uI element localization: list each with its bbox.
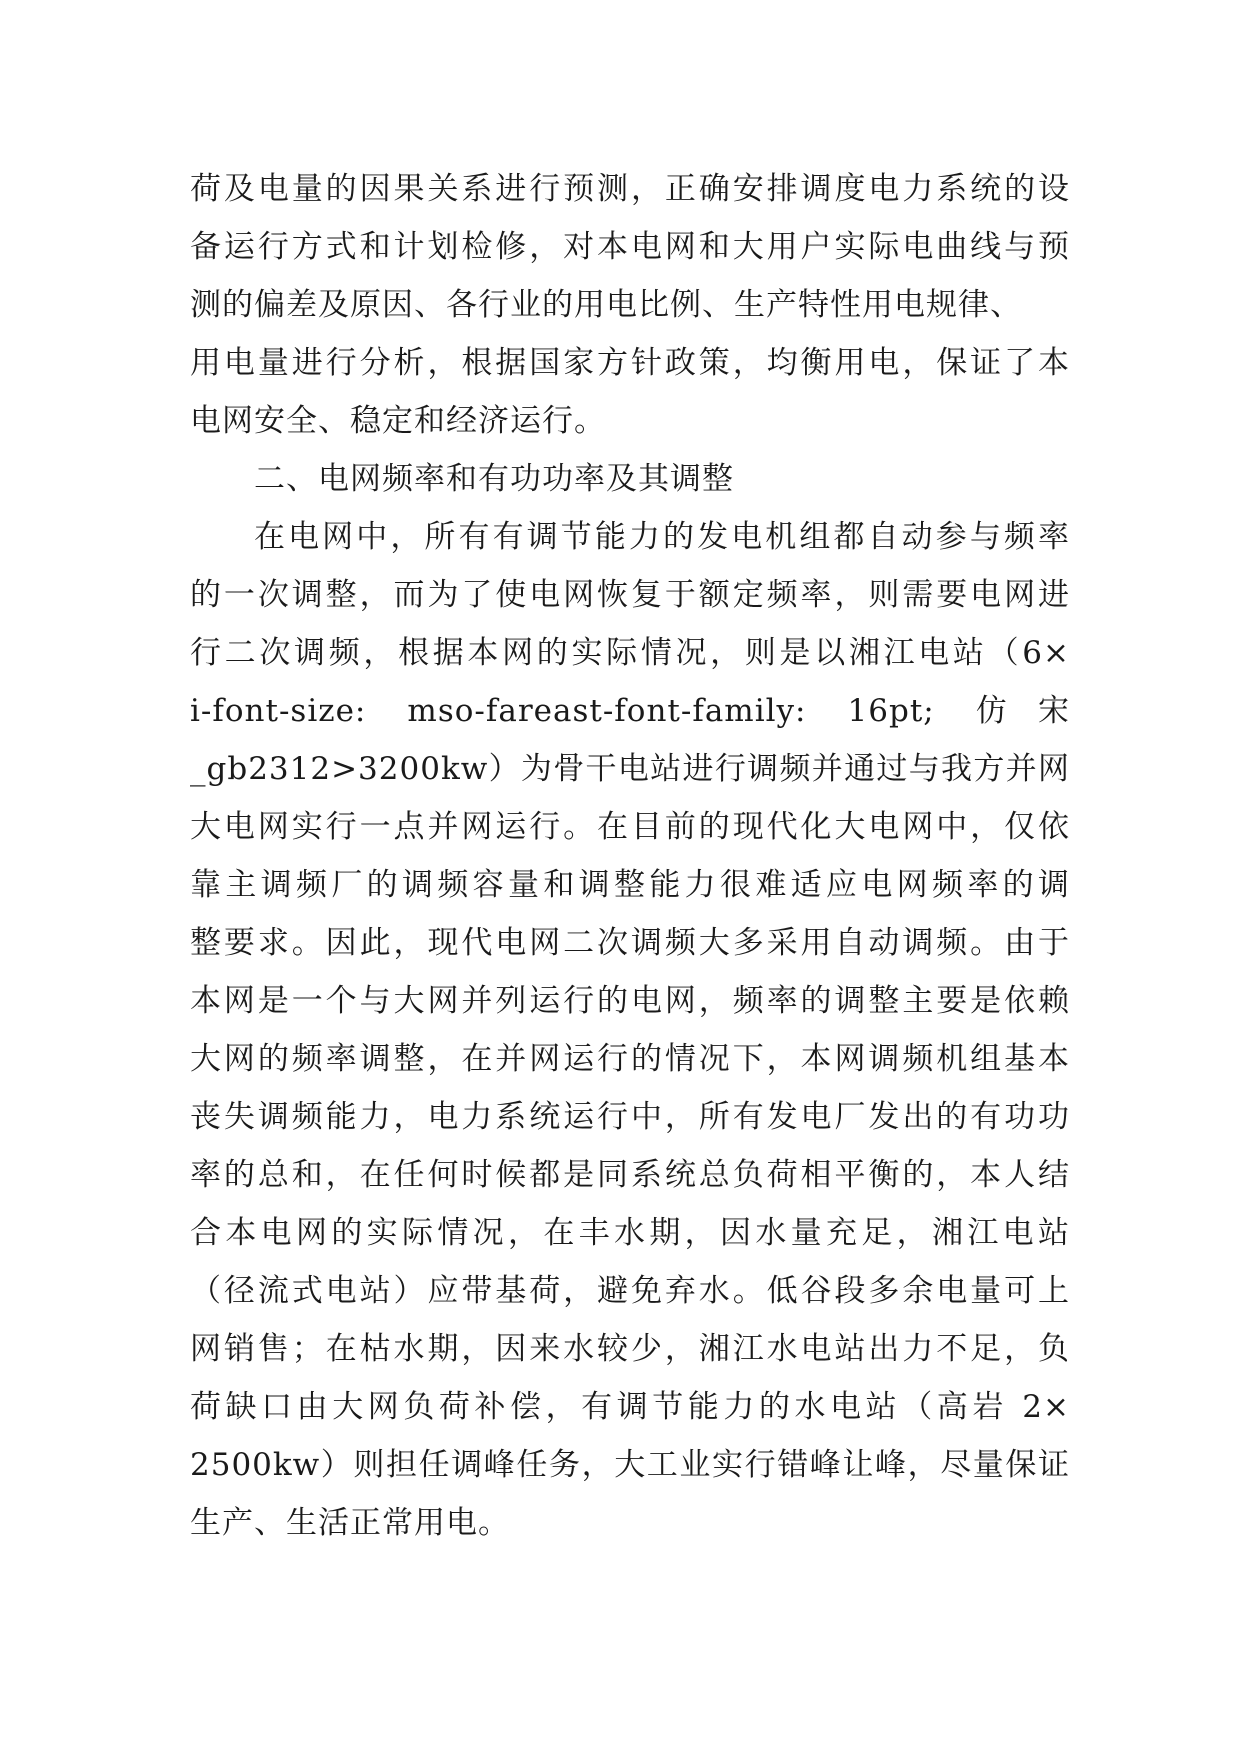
text-line: 行二次调频，根据本网的实际情况，则是以湘江电站（6× — [190, 635, 1070, 671]
text-line: 电网安全、稳定和经济运行。 — [190, 403, 606, 439]
text-line: 用电量进行分析，根据国家方针政策，均衡用电，保证了本 — [190, 345, 1070, 381]
text-line: 生产、生活正常用电。 — [190, 1505, 510, 1541]
text-line: 合本电网的实际情况，在丰水期，因水量充足，湘江电站 — [190, 1215, 1070, 1251]
text-line: 测的偏差及原因、各行业的用电比例、生产特性用电规律、 — [190, 287, 1022, 323]
text-line: （径流式电站）应带基荷，避免弃水。低谷段多余电量可上 — [190, 1273, 1070, 1309]
text-line: 的一次调整，而为了使电网恢复于额定频率，则需要电网进 — [190, 577, 1070, 613]
text-line: 率的总和，在任何时候都是同系统总负荷相平衡的，本人结 — [190, 1157, 1070, 1193]
text-line: 荷缺口由大网负荷补偿，有调节能力的水电站（高岩 2× — [190, 1389, 1070, 1425]
text-line: _gb2312>3200kw）为骨干电站进行调频并通过与我方并网 — [190, 751, 1070, 787]
body-text — [190, 160, 1070, 1552]
text-line: 丧失调频能力，电力系统运行中，所有发电厂发出的有功功 — [190, 1099, 1070, 1135]
text-line: 整要求。因此，现代电网二次调频大多采用自动调频。由于 — [190, 925, 1070, 961]
text-line: 大电网实行一点并网运行。在目前的现代化大电网中，仅依 — [190, 809, 1070, 845]
text-line: 荷及电量的因果关系进行预测，正确安排调度电力系统的设 — [190, 171, 1070, 207]
text-line: 本网是一个与大网并列运行的电网，频率的调整主要是依赖 — [190, 983, 1070, 1019]
text-line: 2500kw）则担任调峰任务，大工业实行错峰让峰，尽量保证 — [190, 1447, 1070, 1483]
text-line: 在电网中，所有有调节能力的发电机组都自动参与频率 — [254, 519, 1070, 555]
text-line: 备运行方式和计划检修，对本电网和大用户实际电曲线与预 — [190, 229, 1070, 265]
text-line: 大网的频率调整，在并网运行的情况下，本网调频机组基本 — [190, 1041, 1070, 1077]
section-heading: 二、电网频率和有功功率及其调整 — [254, 461, 734, 497]
text-line: 靠主调频厂的调频容量和调整能力很难适应电网频率的调 — [190, 867, 1070, 903]
text-line: 网销售；在枯水期，因来水较少，湘江水电站出力不足，负 — [190, 1331, 1070, 1367]
text-line: i-font-size: mso-fareast-font-family: 16pt; 仿宋 — [190, 693, 1070, 729]
